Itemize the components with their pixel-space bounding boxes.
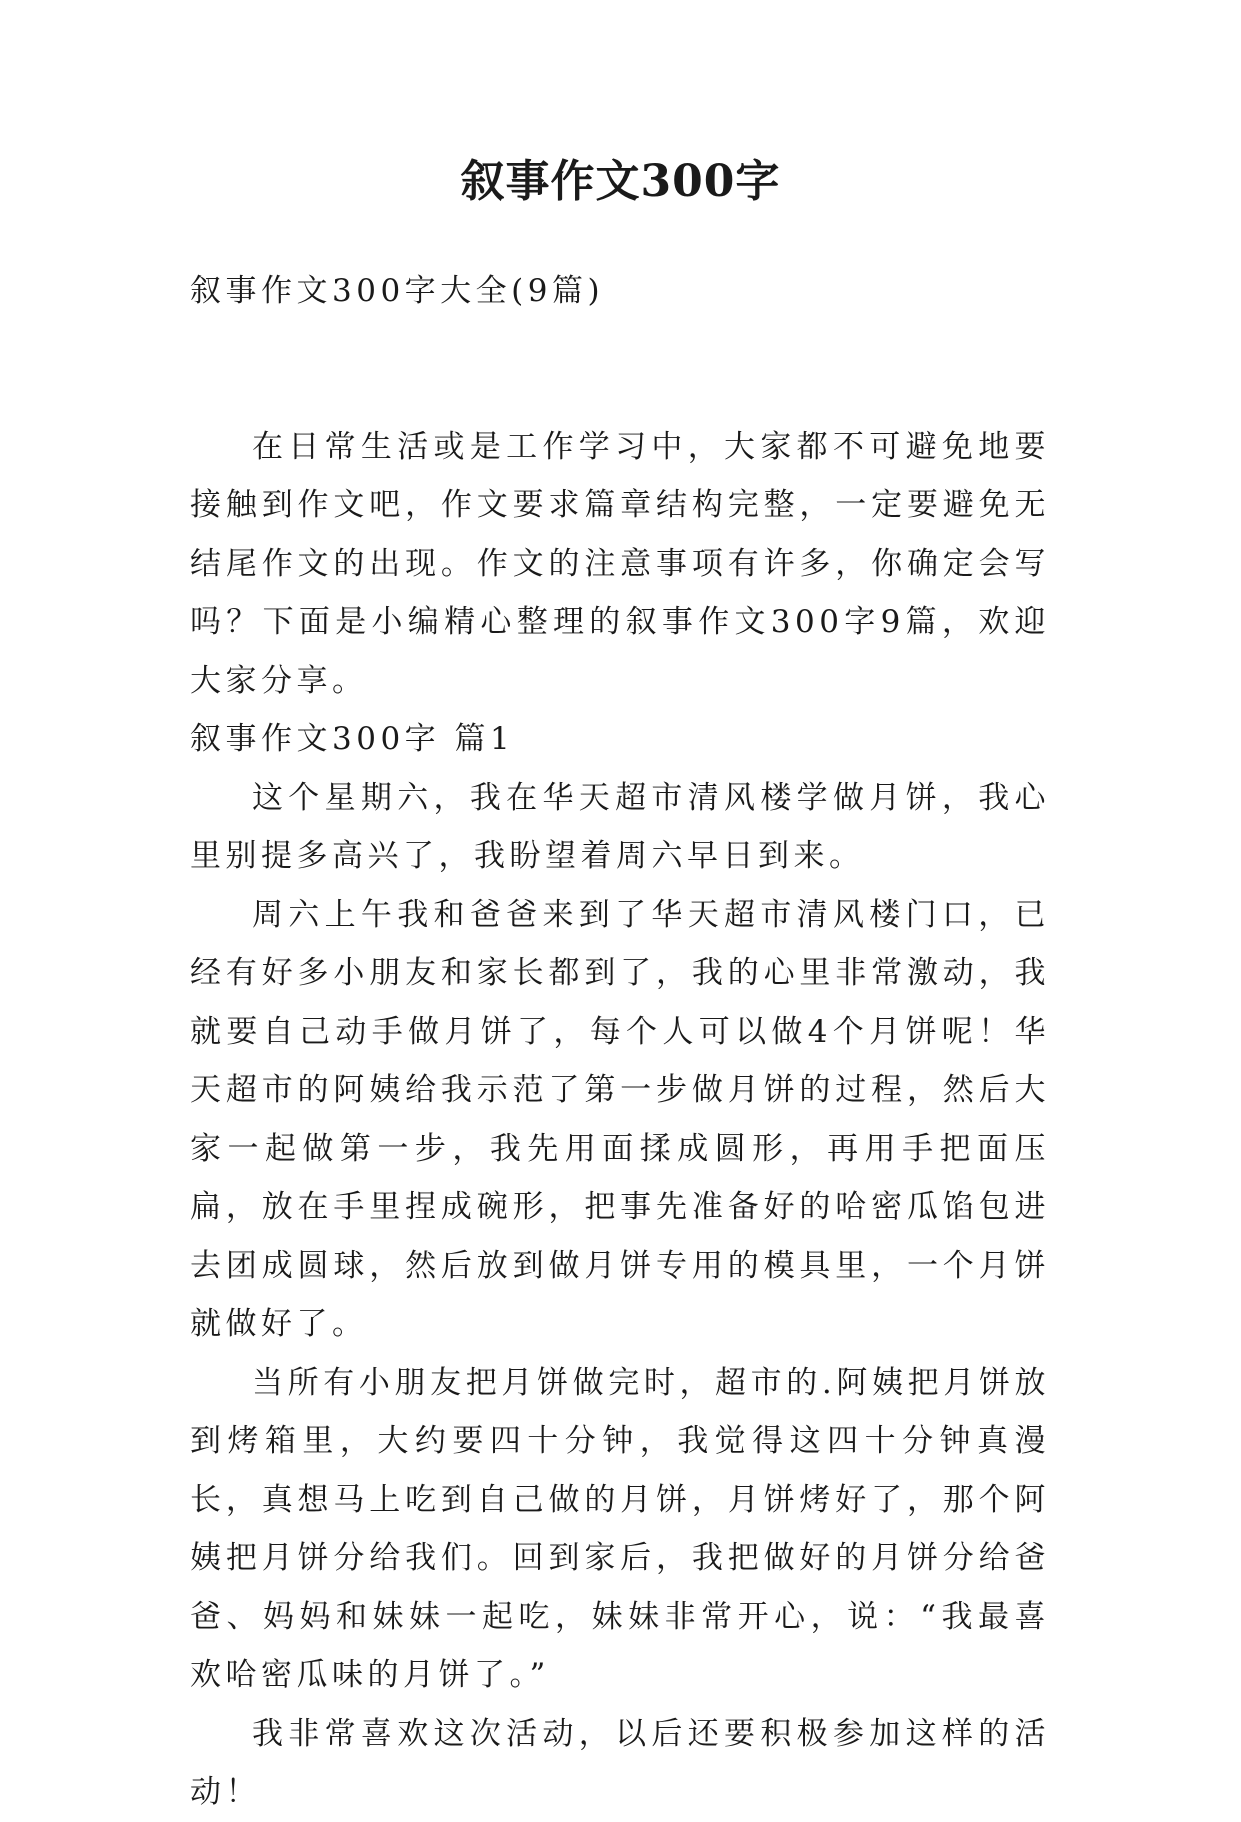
document-subtitle: 叙事作文300字大全(9篇) [190, 273, 605, 309]
document-title: 叙事作文300字 [460, 156, 781, 207]
document-body [190, 262, 1050, 1822]
spacer [190, 321, 1050, 418]
section-heading: 叙事作文300字 篇1 [190, 721, 515, 757]
body-paragraph: 周六上午我和爸爸来到了华天超市清风楼门口，已经有好多小朋友和家长都到了，我的心里非常激动，我就要自己动手做月饼了，每个人可以做4个月饼呢！华天超市的阿姨给我示范了第一步做月饼的过程，然后大家一起做第一步，我先用面揉成圆形，再用手把面压扁，放在手里捏成碗形，把事先准备好的哈密瓜馅包进去团成圆球，然后放到做月饼专用的模具里，一个月饼就做好了。 [190, 896, 1050, 1342]
body-paragraph: 这个星期六，我在华天超市清风楼学做月饼，我心里别提多高兴了，我盼望着周六早日到来。 [190, 779, 1050, 874]
body-paragraph: 我非常喜欢这次活动，以后还要积极参加这样的活动！ [190, 1715, 1050, 1810]
intro-paragraph: 在日常生活或是工作学习中，大家都不可避免地要接触到作文吧，作文要求篇章结构完整，一定要避免无结尾作文的出现。作文的注意事项有许多，你确定会写吗？下面是小编精心整理的叙事作文300字9篇，欢迎大家分享。 [190, 428, 1050, 699]
body-paragraph: 当所有小朋友把月饼做完时，超市的.阿姨把月饼放到烤箱里，大约要四十分钟，我觉得这四十分钟真漫长，真想马上吃到自己做的月饼，月饼烤好了，那个阿姨把月饼分给我们。回到家后，我把做好的月饼分给爸爸、妈妈和妹妹一起吃，妹妹非常开心，说：“我最喜欢哈密瓜味的月饼了。” [190, 1364, 1050, 1693]
